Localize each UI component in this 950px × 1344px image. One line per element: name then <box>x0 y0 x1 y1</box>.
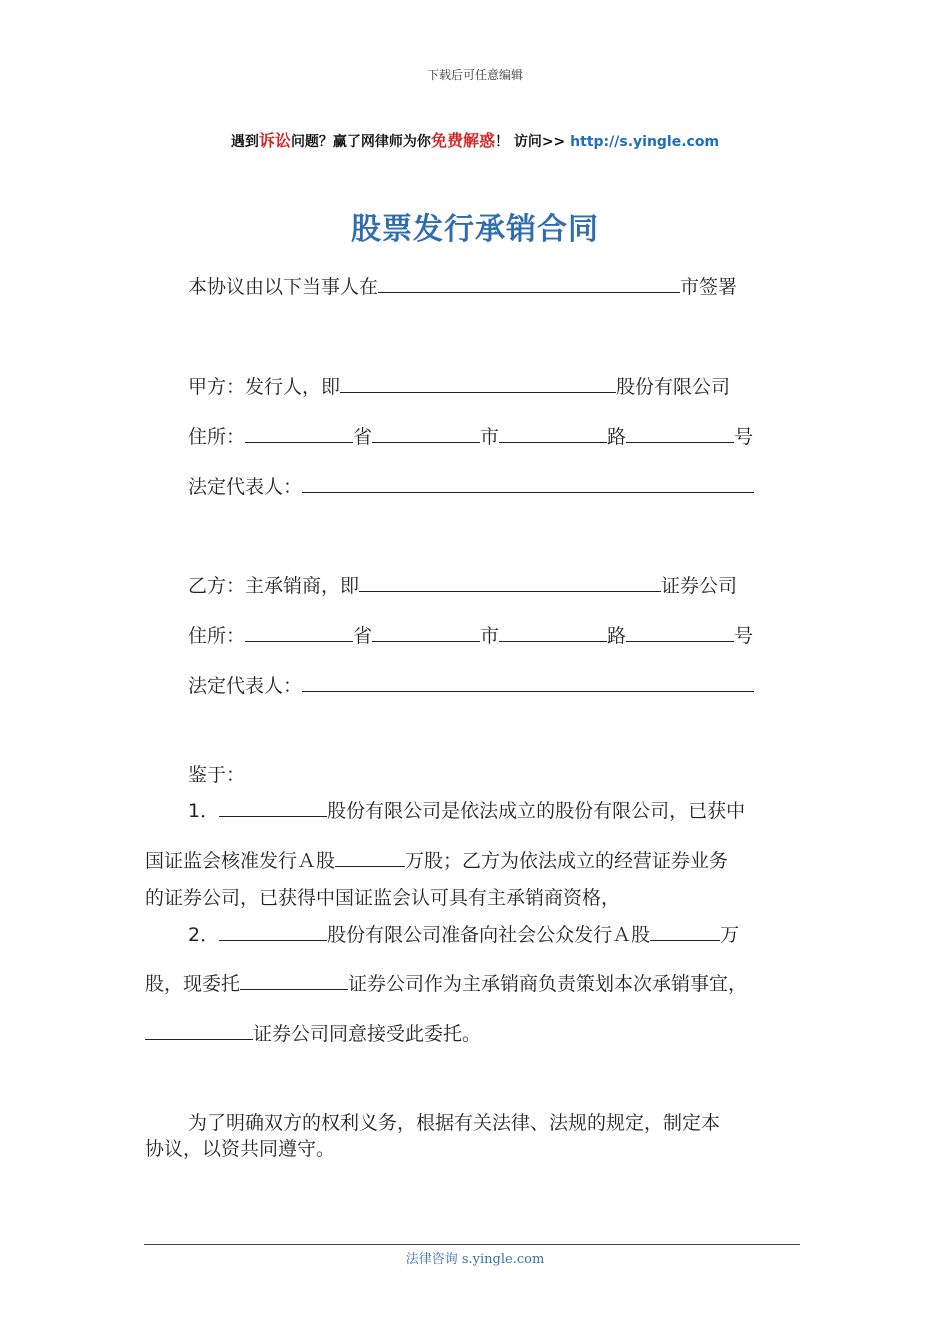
party-b-label: 乙方：主承销商，即 <box>188 575 360 597</box>
party-a-city-blank[interactable] <box>372 424 480 443</box>
party-b-province-blank[interactable] <box>245 623 353 642</box>
party-a-road-label: 路 <box>607 426 627 448</box>
item2-text-a: 股份有限公司准备向社会公众发行Ａ股 <box>327 924 651 946</box>
banner-text-2: 问题？赢了网律师为你 <box>290 134 431 150</box>
banner-highlight-free: 免费解惑 <box>430 131 495 150</box>
party-b-name-blank[interactable] <box>359 573 661 592</box>
party-b-addr-label: 住所： <box>188 625 246 647</box>
item2-number: 2． <box>188 924 220 946</box>
party-b-road-blank[interactable] <box>499 623 607 642</box>
footer-divider <box>144 1244 800 1245</box>
party-b-rep-blank[interactable] <box>302 673 754 692</box>
party-b-rep-label: 法定代表人： <box>188 675 303 697</box>
footer-link[interactable]: 法律咨询 s.yingle.com <box>405 1252 545 1267</box>
item2-text-d: 证券公司作为主承销商负责策划本次承销事宜， <box>348 973 748 995</box>
party-a-label: 甲方：发行人，即 <box>188 376 341 398</box>
banner-highlight-litigation: 诉讼 <box>258 131 291 150</box>
whereas-item2-line1 <box>188 920 739 947</box>
intro-suffix: 市签署 <box>680 276 738 298</box>
item2-text-e: 证券公司同意接受此委托。 <box>253 1023 482 1045</box>
party-a-province-blank[interactable] <box>245 424 353 443</box>
party-a-rep-blank[interactable] <box>302 474 754 493</box>
item2-text-b: 万 <box>720 924 740 946</box>
whereas-item2-line3 <box>145 1019 481 1046</box>
party-a-name-line <box>188 372 730 399</box>
whereas-item1-line3: 的证券公司，已获得中国证监会认可具有主承销商资格， <box>145 887 621 909</box>
whereas-item2-line2 <box>145 969 747 996</box>
intro-prefix: 本协议由以下当事人在 <box>188 276 379 298</box>
party-b-address-line <box>188 621 753 648</box>
promo-banner[interactable] <box>0 128 950 151</box>
party-a-number-label: 号 <box>734 426 754 448</box>
purpose-line1: 为了明确双方的权利义务，根据有关法律、法规的规定，制定本 <box>188 1112 721 1134</box>
item2-company-blank[interactable] <box>219 922 327 941</box>
banner-text-3: ！ 访问>> <box>494 134 571 150</box>
item1-text-a: 股份有限公司是依法成立的股份有限公司，已获中 <box>327 800 746 822</box>
party-a-address-line <box>188 422 753 449</box>
whereas-item1-line2 <box>145 846 728 873</box>
party-a-number-blank[interactable] <box>626 424 734 443</box>
party-b-city-label: 市 <box>480 625 500 647</box>
item2-shares-blank[interactable] <box>650 922 720 941</box>
party-b-suffix: 证券公司 <box>661 575 738 597</box>
item2-underwriter-blank[interactable] <box>240 971 348 990</box>
party-b-number-blank[interactable] <box>626 623 734 642</box>
party-b-road-label: 路 <box>607 625 627 647</box>
party-a-province-label: 省 <box>353 426 373 448</box>
document-title: 股票发行承销合同 <box>351 212 599 247</box>
whereas-item1-line1 <box>188 796 745 823</box>
party-b-city-blank[interactable] <box>372 623 480 642</box>
item1-shares-blank[interactable] <box>335 848 405 867</box>
header-note: 下载后可任意编辑 <box>426 68 523 82</box>
party-a-city-label: 市 <box>480 426 500 448</box>
purpose-line2: 协议，以资共同遵守。 <box>145 1138 336 1160</box>
party-b-province-label: 省 <box>353 625 373 647</box>
banner-text-1: 遇到 <box>230 134 259 150</box>
party-a-name-blank[interactable] <box>340 374 616 393</box>
banner-link[interactable]: http://s.yingle.com <box>570 134 720 150</box>
item1-text-c: 万股；乙方为依法成立的经营证券业务 <box>405 850 729 872</box>
item1-text-b: 国证监会核准发行Ａ股 <box>145 850 336 872</box>
city-blank[interactable] <box>378 274 680 293</box>
item1-number: 1． <box>188 800 220 822</box>
item2-underwriter-blank-2[interactable] <box>145 1021 253 1040</box>
party-a-road-blank[interactable] <box>499 424 607 443</box>
item1-company-blank[interactable] <box>219 798 327 817</box>
item2-text-c: 股，现委托 <box>145 973 241 995</box>
party-a-suffix: 股份有限公司 <box>616 376 731 398</box>
whereas-label: 鉴于： <box>188 764 246 786</box>
party-b-name-line <box>188 571 737 598</box>
intro-line <box>188 272 737 299</box>
party-a-rep-line <box>188 472 754 499</box>
party-b-number-label: 号 <box>734 625 754 647</box>
party-a-addr-label: 住所： <box>188 426 246 448</box>
party-b-rep-line <box>188 671 754 698</box>
party-a-rep-label: 法定代表人： <box>188 476 303 498</box>
